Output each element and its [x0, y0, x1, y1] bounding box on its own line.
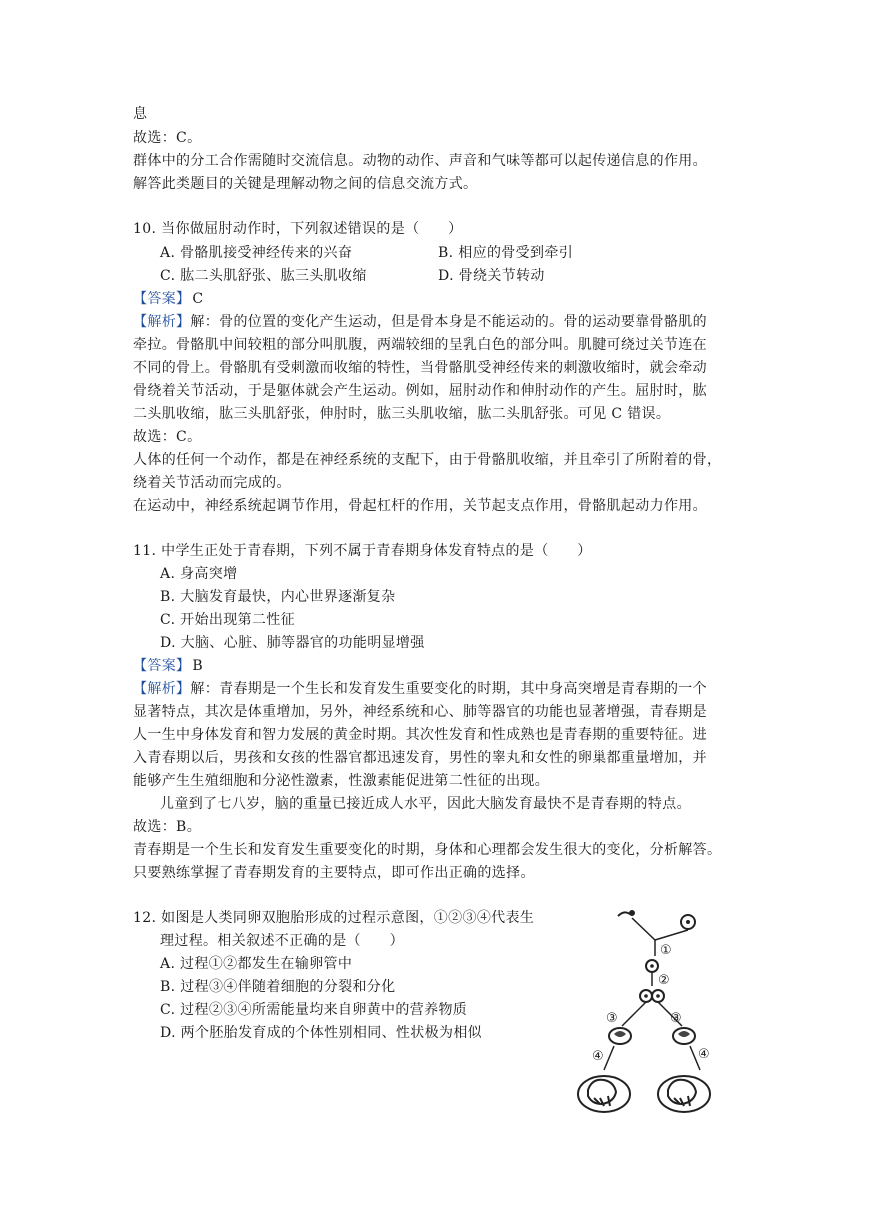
q11-analysis-line: 只要熟练掌握了青春期发育的主要特点，即可作出正确的选择。: [133, 865, 535, 881]
q10-analysis-line: 骨绕着关节活动，于是躯体就会产生运动。例如，屈肘动作和伸肘动作的产生。屈肘时，肱: [133, 383, 707, 399]
twin-formation-figure: [570, 898, 720, 1158]
q11-analysis-line: [133, 679, 707, 699]
figure-label: ②: [658, 973, 670, 988]
q10-option-a: A. 骨骼肌接受神经传来的兴奋: [160, 245, 353, 261]
embryo-icon: [609, 1028, 631, 1044]
figure-label: ③: [670, 1011, 682, 1026]
analysis-text: 解：青春期是一个生长和发育发生重要变化的时期，其中身高突增是青春期的一个: [190, 681, 708, 697]
analysis-tag: 【解析】: [133, 314, 191, 330]
q10-option-row: [160, 266, 545, 286]
q12-option-b: B. 过程③④伴随着细胞的分裂和分化: [160, 979, 396, 995]
question-10-stem: 10. 当你做屈肘动作时，下列叙述错误的是（ ）: [133, 221, 463, 237]
q10-option-b: B. 相应的骨受到牵引: [438, 245, 574, 261]
q11-analysis-line: 故选：B。: [133, 819, 202, 835]
q10-option-c: C. 肱二头肌舒张、肱三头肌收缩: [160, 268, 367, 284]
q10-analysis-line: 人体的任何一个动作，都是在神经系统的支配下，由于骨骼肌收缩，并且牵引了所附着的骨，: [133, 452, 722, 468]
q11-analysis-line: 青春期是一个生长和发育发生重要变化的时期，身体和心理都会发生很大的变化，分析解答。: [133, 842, 722, 858]
figure-label: ④: [698, 1047, 710, 1062]
arrow-icon: [604, 1046, 614, 1070]
q11-analysis-line: 人一生中身体发育和智力发展的黄金时期。其次性发育和性成熟也是青春期的重要特征。进: [133, 727, 707, 743]
q11-option-a: A. 身高突增: [160, 566, 238, 582]
q10-analysis-line: [133, 312, 707, 332]
q11-option-c: C. 开始出现第二性征: [160, 612, 295, 628]
arrow-icon: [622, 1002, 646, 1026]
answer-value: B: [192, 658, 204, 674]
q10-analysis-line: 绕着关节活动而完成的。: [133, 475, 291, 491]
fertilization-lines: [632, 918, 688, 940]
question-11-stem: 11. 中学生正处于青春期，下列不属于青春期身体发育特点的是（ ）: [133, 543, 592, 559]
question-12-stem-cont: 理过程。相关叙述不正确的是（ ）: [160, 933, 404, 949]
answer-tag: 【答案】: [133, 658, 191, 674]
q12-option-c: C. 过程②③④所需能量均来自卵黄中的营养物质: [160, 1002, 468, 1018]
analysis-tag: 【解析】: [133, 681, 191, 697]
q11-analysis-line: 入青春期以后，男孩和女孩的性器官都迅速发育，男性的睾丸和女性的卵巢都重量增加，并: [133, 750, 707, 766]
q11-analysis-line: 能够产生生殖细胞和分泌性激素，性激素能促进第二性征的出现。: [133, 773, 550, 789]
egg-icon: [681, 915, 695, 929]
figure-label: ①: [660, 943, 672, 958]
q10-analysis-line: 不同的骨上。骨骼肌有受刺激而收缩的特性，当骨骼肌受神经传来的刺激收缩时，就会牵动: [133, 360, 707, 376]
q11-answer: [133, 656, 203, 676]
embryo-icon: [673, 1028, 695, 1044]
q11-option-d: D. 大脑、心脏、肺等器官的功能明显增强: [160, 635, 425, 651]
fetus-icon: [658, 1076, 710, 1112]
q10-analysis-line: 二头肌收缩，肱三头肌舒张，伸肘时，肱三头肌收缩，肱二头肌舒张。可见 C 错误。: [133, 406, 671, 422]
zygote-icon: [646, 960, 658, 972]
q10-analysis-line: 牵拉。骨骼肌中间较粗的部分叫肌腹，两端较细的呈乳白色的部分叫。肌腱可绕过关节连在: [133, 337, 707, 353]
text-line: 解答此类题目的关键是理解动物之间的信息交流方式。: [133, 176, 478, 192]
figure-label: ③: [606, 1011, 618, 1026]
q11-option-b: B. 大脑发育最快，内心世界逐渐复杂: [160, 589, 396, 605]
q10-analysis-line: 在运动中，神经系统起调节作用，骨起杠杆的作用，关节起支点作用，骨骼肌起动力作用。: [133, 498, 707, 514]
q10-answer: [133, 289, 203, 309]
q11-analysis-line: 儿童到了七八岁，脑的重量已接近成人水平，因此大脑发育最快不是青春期的特点。: [160, 796, 691, 812]
text-line: 息: [133, 106, 148, 122]
answer-tag: 【答案】: [133, 291, 191, 307]
q11-analysis-line: 显著特点，其次是体重增加，另外，神经系统和心、肺等器官的功能也显著增强，青春期是: [133, 704, 707, 720]
analysis-text: 解：骨的位置的变化产生运动，但是骨本身是不能运动的。骨的运动要靠骨骼肌的: [190, 314, 708, 330]
q10-option-row: [160, 243, 574, 263]
q12-option-a: A. 过程①②都发生在输卵管中: [160, 956, 353, 972]
text-line: 故选：C。: [133, 130, 202, 146]
two-cell-icon: [640, 990, 664, 1002]
fetus-icon: [578, 1076, 630, 1112]
sperm-icon: [618, 911, 634, 916]
question-12-stem: 12. 如图是人类同卵双胞胎形成的过程示意图，①②③④代表生: [133, 910, 535, 926]
figure-label: ④: [592, 1049, 604, 1064]
q10-option-d: D. 骨绕关节转动: [438, 268, 545, 284]
q10-analysis-line: 故选：C。: [133, 429, 202, 445]
q12-option-d: D. 两个胚胎发育成的个体性别相同、性状极为相似: [160, 1025, 483, 1041]
answer-value: C: [192, 291, 204, 307]
text-line: 群体中的分工合作需随时交流信息。动物的动作、声音和气味等都可以起传递信息的作用。: [133, 153, 707, 169]
